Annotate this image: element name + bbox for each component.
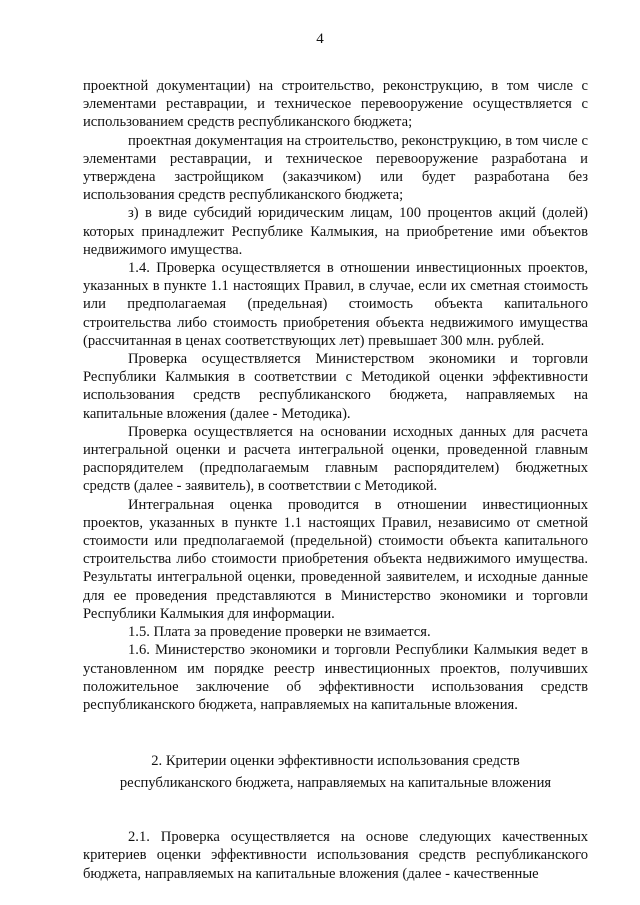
paragraph-1-5: 1.5. Плата за проведение проверки не взимается.	[128, 624, 431, 641]
section-heading	[83, 750, 588, 794]
section-heading-line-2: республиканского бюджета, направляемых на капитальные вложения	[119, 775, 552, 792]
page-number: 4	[316, 31, 324, 47]
paragraph-source-data: Проверка осуществляется на основании исходных данных для расчета интегральной оценки и расчета интегральной оценки, проведенной главным распорядителем (предполагаемым главным распорядителем) бюджетных средств (далее - заявитель), в соответствии с Методикой.	[83, 423, 588, 495]
paragraph-continuation: проектной документации) на строительство, реконструкцию, в том числе с элементами реставрации, и техническое перевооружение осуществляется с использованием средств республиканского бюджета;	[83, 78, 588, 131]
paragraph-2-1: 2.1. Проверка осуществляется на основе следующих качественных критериев оценки эффективности использования средств республиканского бюджета, направляемых на капитальные вложения (далее - качественные	[83, 829, 588, 882]
document-body	[83, 77, 588, 883]
section-heading-line-1: 2. Критерии оценки эффективности использования средств	[151, 753, 520, 770]
paragraph-1-4: 1.4. Проверка осуществляется в отношении инвестиционных проектов, указанных в пункте 1.1 настоящих Правил, в случае, если их сметная стоимость или предполагаемая (предельная) стоимость объекта капитального строительства либо стоимость приобретения объекта недвижимого имущества (рассчитанная в ценах соответствующих лет) превышает 300 млн. рублей.	[83, 260, 588, 349]
paragraph-1-6: 1.6. Министерство экономики и торговли Республики Калмыкия ведет в установленном им порядке реестр инвестиционных проектов, получивших положительное заключение об эффективности использования средств республиканского бюджета, направляемых на капитальные вложения.	[83, 642, 588, 713]
paragraph-project-docs: проектная документация на строительство, реконструкцию, в том числе с элементами реставрации, и техническое перевооружение разработана и утверждена застройщиком (заказчиком) или будет разработана без использования средств республиканского бюджета;	[83, 132, 588, 204]
paragraph-ministry-check: Проверка осуществляется Министерством экономики и торговли Республики Калмыкия в соответствии с Методикой оценки эффективности использования средств республиканского бюджета, направляемых на капитальные вложения (далее - Методика).	[83, 351, 588, 422]
paragraph-subsidies: з) в виде субсидий юридическим лицам, 100 процентов акций (долей) которых принадлежит Республике Калмыкия, на приобретение ими объектов недвижимого имущества.	[83, 205, 588, 258]
paragraph-integral-assessment: Интегральная оценка проводится в отношении инвестиционных проектов, указанных в пункте 1.1 настоящих Правил, независимо от сметной стоимости или предполагаемой (предельной) стоимости объекта капитального строительства либо стоимости приобретения объекта недвижимого имущества. Результаты интегральной оценки, проведенной заявителем, и исходные данные для ее проведения представляются в Министерство экономики и торговли Республики Калмыкия для информации.	[83, 496, 588, 622]
